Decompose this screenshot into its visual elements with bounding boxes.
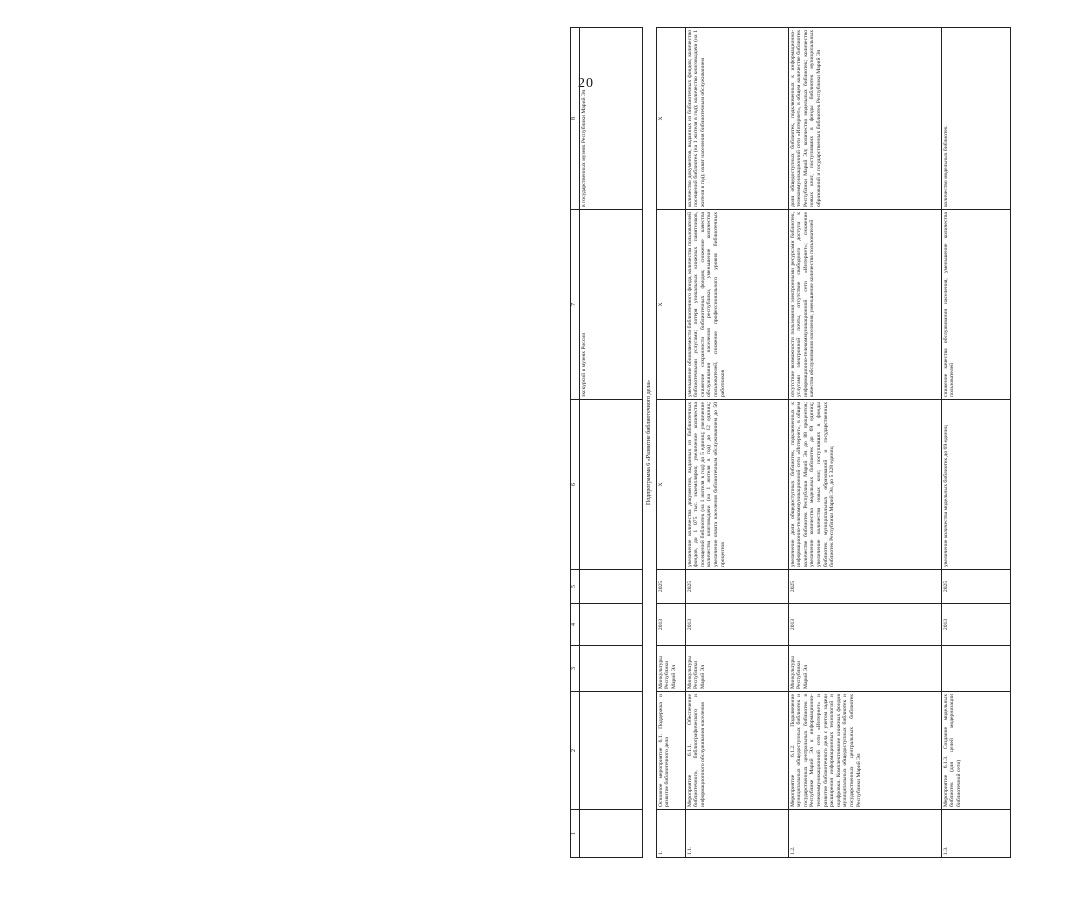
table-row <box>656 28 685 858</box>
continuation-indicators: в государственных музеях Республики Марий Эл <box>580 28 643 210</box>
table-row <box>788 28 941 858</box>
table-row <box>941 28 1010 858</box>
executor: Минкультуры Республики Марий Эл <box>685 646 788 692</box>
col-header: 4 <box>571 604 580 646</box>
col-header: 7 <box>571 210 580 400</box>
expected-result: увеличение доли общедоступных библиотек, подключенных к информационно-телекоммуникационной сети «Интернет», в общем количестве библиотек Республики Марий Эл до 88 процентов; увеличение количества модельных библиотек до 69 единиц; увеличение количества новых книг, поступивших в фонды библиотек муниципальных образований и государственных библиотек Республики Марий Эл, до 5 328 единиц <box>788 400 941 570</box>
subprogram-row <box>643 28 657 858</box>
related-indicators: количество модельных библиотек <box>941 28 1010 210</box>
col-header: 1 <box>571 810 580 858</box>
row-number: 1. <box>656 810 685 858</box>
col-header: 2 <box>571 692 580 810</box>
row-number: 1.3. <box>941 810 1010 858</box>
row-number: 1.1. <box>685 810 788 858</box>
column-number-row <box>571 28 580 858</box>
executor: Минкультуры Республики Марий Эл <box>788 646 941 692</box>
non-implementation-consequences: снижение качества обслуживания населения, уменьшение количества пользователей <box>941 210 1010 400</box>
measure-name: Основное мероприятие 6.1. Поддержка и развитие библиотечного дела <box>656 692 685 810</box>
continuation-consequences: экскурсий в музеях России <box>580 210 643 400</box>
start-year: 2013 <box>656 604 685 646</box>
page-number: 20 <box>578 76 594 91</box>
col-header: 8 <box>571 28 580 210</box>
expected-result: Х <box>656 400 685 570</box>
rotated-table-page <box>570 28 1080 858</box>
start-year: 2013 <box>788 604 941 646</box>
expected-result: увеличение количества модельных библиотек до 69 единиц <box>941 400 1010 570</box>
measure-name: Мероприятие 6.1.1. Обеспечение библиотечного, библиографического и информационного обслуживания населения <box>685 692 788 810</box>
col-header: 5 <box>571 570 580 604</box>
start-year: 2013 <box>941 604 1010 646</box>
related-indicators: количество документов, выданных из библиотечных фондов; количество посещений библиотек (на 1 жителя в год); количество книговыдачи (на 1 жителя в год); охват населения библиотечным обслуживанием <box>685 28 788 210</box>
subprogram-title: Подпрограмма 6 «Развитие библиотечного дела» <box>643 28 657 858</box>
col-header: 3 <box>571 646 580 692</box>
start-year: 2013 <box>685 604 788 646</box>
col-header: 6 <box>571 400 580 570</box>
non-implementation-consequences: отсутствие возможности пользования электронными ресурсами библиотек, услугами электронной почты, отсутствие свободного доступа к информационно-телекоммуникационной сети «Интернет»; снижение качества обслуживания населения, уменьшение количества пользователей <box>788 210 941 400</box>
executor: Минкультуры Республики Марий Эл <box>656 646 685 692</box>
executor <box>941 646 1010 692</box>
end-year: 2025 <box>788 570 941 604</box>
end-year: 2025 <box>656 570 685 604</box>
expected-result: увеличение количества документов, выданных из библиотечных фондов, до 1 075 тыс. экземпляров; увеличение количества посещений библиотек (на 1 жителя в год) до 5 единиц; увеличение количества книговыдачи (на 1 жителя в год) до 12 единиц; увеличение охвата населения библиотечным обслуживанием до 50 процентов <box>685 400 788 570</box>
related-indicators: доля общедоступных библиотек, подключенных к информационно-телекоммуникационной сети «Интернет», в общем количестве библиотек Республики Марий Эл; количество модельных библиотек; количество новых книг, поступивших в фонды библиотек муниципальных образований и государственных библиотек Республики Марий Эл <box>788 28 941 210</box>
end-year: 2025 <box>941 570 1010 604</box>
continuation-row <box>580 28 643 858</box>
measures-table <box>570 27 1011 858</box>
measure-name: Мероприятие 6.1.3. Создание модельных библиотек (для целей модернизации библиотечной сети) <box>941 692 1010 810</box>
table-row <box>685 28 788 858</box>
non-implementation-consequences: уменьшение обновляемости библиотечного фонда, количества пользователей библиотечными услугами; потеря уникальных книжных памятников, снижение сохранности библиотечных фондов; снижение качества обслуживания населения республики, уменьшение количества пользователей, снижение профессионального уровня библиотечных работников <box>685 210 788 400</box>
end-year: 2025 <box>685 570 788 604</box>
row-number: 1.2. <box>788 810 941 858</box>
measure-name: Мероприятие 6.1.2. Подключение муниципальных общедоступных библиотек и государственных центральных библиотек в Республике Марий Эл к информационно-телекоммуникационной сети «Интернет» и развитие библиотечного дела с учетом задачи расширения информационных технологий и оцифровки. Комплектование книжных фондов муниципальных общедоступных библиотек и государственных центральных библиотек Республики Марий Эл <box>788 692 941 810</box>
related-indicators: Х <box>656 28 685 210</box>
non-implementation-consequences: Х <box>656 210 685 400</box>
